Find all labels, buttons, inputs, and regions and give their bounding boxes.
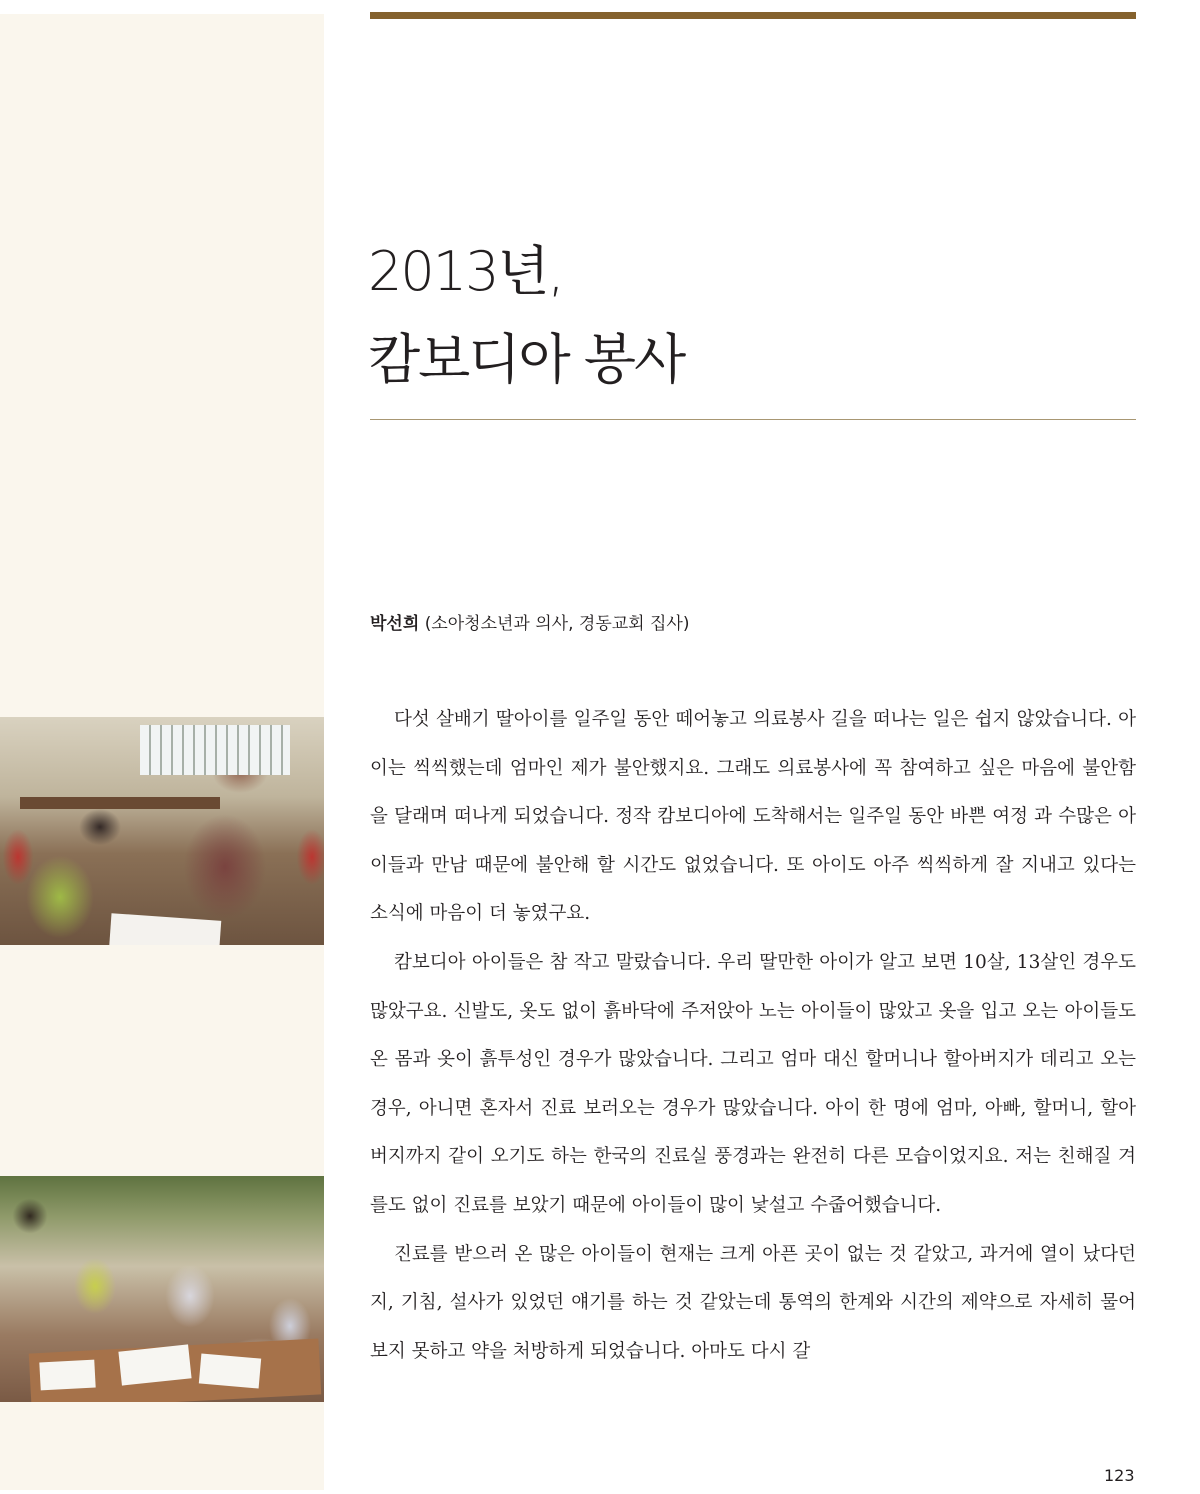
page-number: 123 (1104, 1466, 1135, 1485)
title-divider (370, 419, 1136, 420)
author-name: 박선희 (370, 614, 420, 634)
photo-table (20, 797, 220, 809)
byline (370, 609, 689, 634)
photo-paper (109, 913, 222, 945)
photo-doctor-examining-child (0, 717, 324, 945)
paragraph: 캄보디아 아이들은 참 작고 말랐습니다. 우리 딸만한 아이가 알고 보면 10살, 13살인 경우도 많았구요. 신발도, 옷도 없이 흙바닥에 주저앉아 노는 아이들이 많았고 옷을 입고 오는 아이들도 온 몸과 옷이 흙투성인 경우가 많았습니다. 그리고 엄마 대신 할머니나 할아버지가 데리고 오는 경우, 아니면 혼자서 진료 보러오는 경우가 많았습니다. 아이 한 명에 엄마, 아빠, 할머니, 할아버지까지 같이 오기도 하는 한국의 진료실 풍경과는 완전히 다른 모습이었지요. 저는 친해질 겨를도 없이 진료를 보았기 때문에 아이들이 많이 낯설고 수줍어했습니다. (370, 951, 1136, 1216)
top-rule (370, 12, 1136, 19)
article-title: 2013년, 캄보디아 봉사 (368, 240, 685, 391)
article-body (370, 696, 1136, 1376)
photo-sheet (118, 1344, 191, 1385)
photo-window (140, 725, 290, 775)
paragraph: 다섯 살배기 딸아이를 일주일 동안 떼어놓고 의료봉사 길을 떠나는 일은 쉽지 않았습니다. 아이는 씩씩했는데 엄마인 제가 불안했지요. 그래도 의료봉사에 꼭 참여하고 싶은 마음에 불안함을 달래며 떠나게 되었습니다. 정작 캄보디아에 도착해서는 일주일 동안 바쁜 여정 과 수많은 아이들과 만남 때문에 불안해 할 시간도 없었습니다. 또 아이도 아주 씩씩하게 잘 지내고 있다는 소식에 마음이 더 놓였구요. (370, 709, 1136, 925)
paragraph: 진료를 받으러 온 많은 아이들이 현재는 크게 아픈 곳이 없는 것 같았고, 과거에 열이 났다던지, 기침, 설사가 있었던 얘기를 하는 것 같았는데 통역의 한계와 시간의 제약으로 자세히 물어보지 못하고 약을 처방하게 되었습니다. 아마도 다시 갈 (370, 1243, 1136, 1362)
photo-sheet (199, 1353, 261, 1388)
photo-sheet (39, 1360, 95, 1391)
author-role: (소아청소년과 의사, 경동교회 집사) (424, 614, 690, 634)
photo-volunteers-registration (0, 1176, 324, 1402)
